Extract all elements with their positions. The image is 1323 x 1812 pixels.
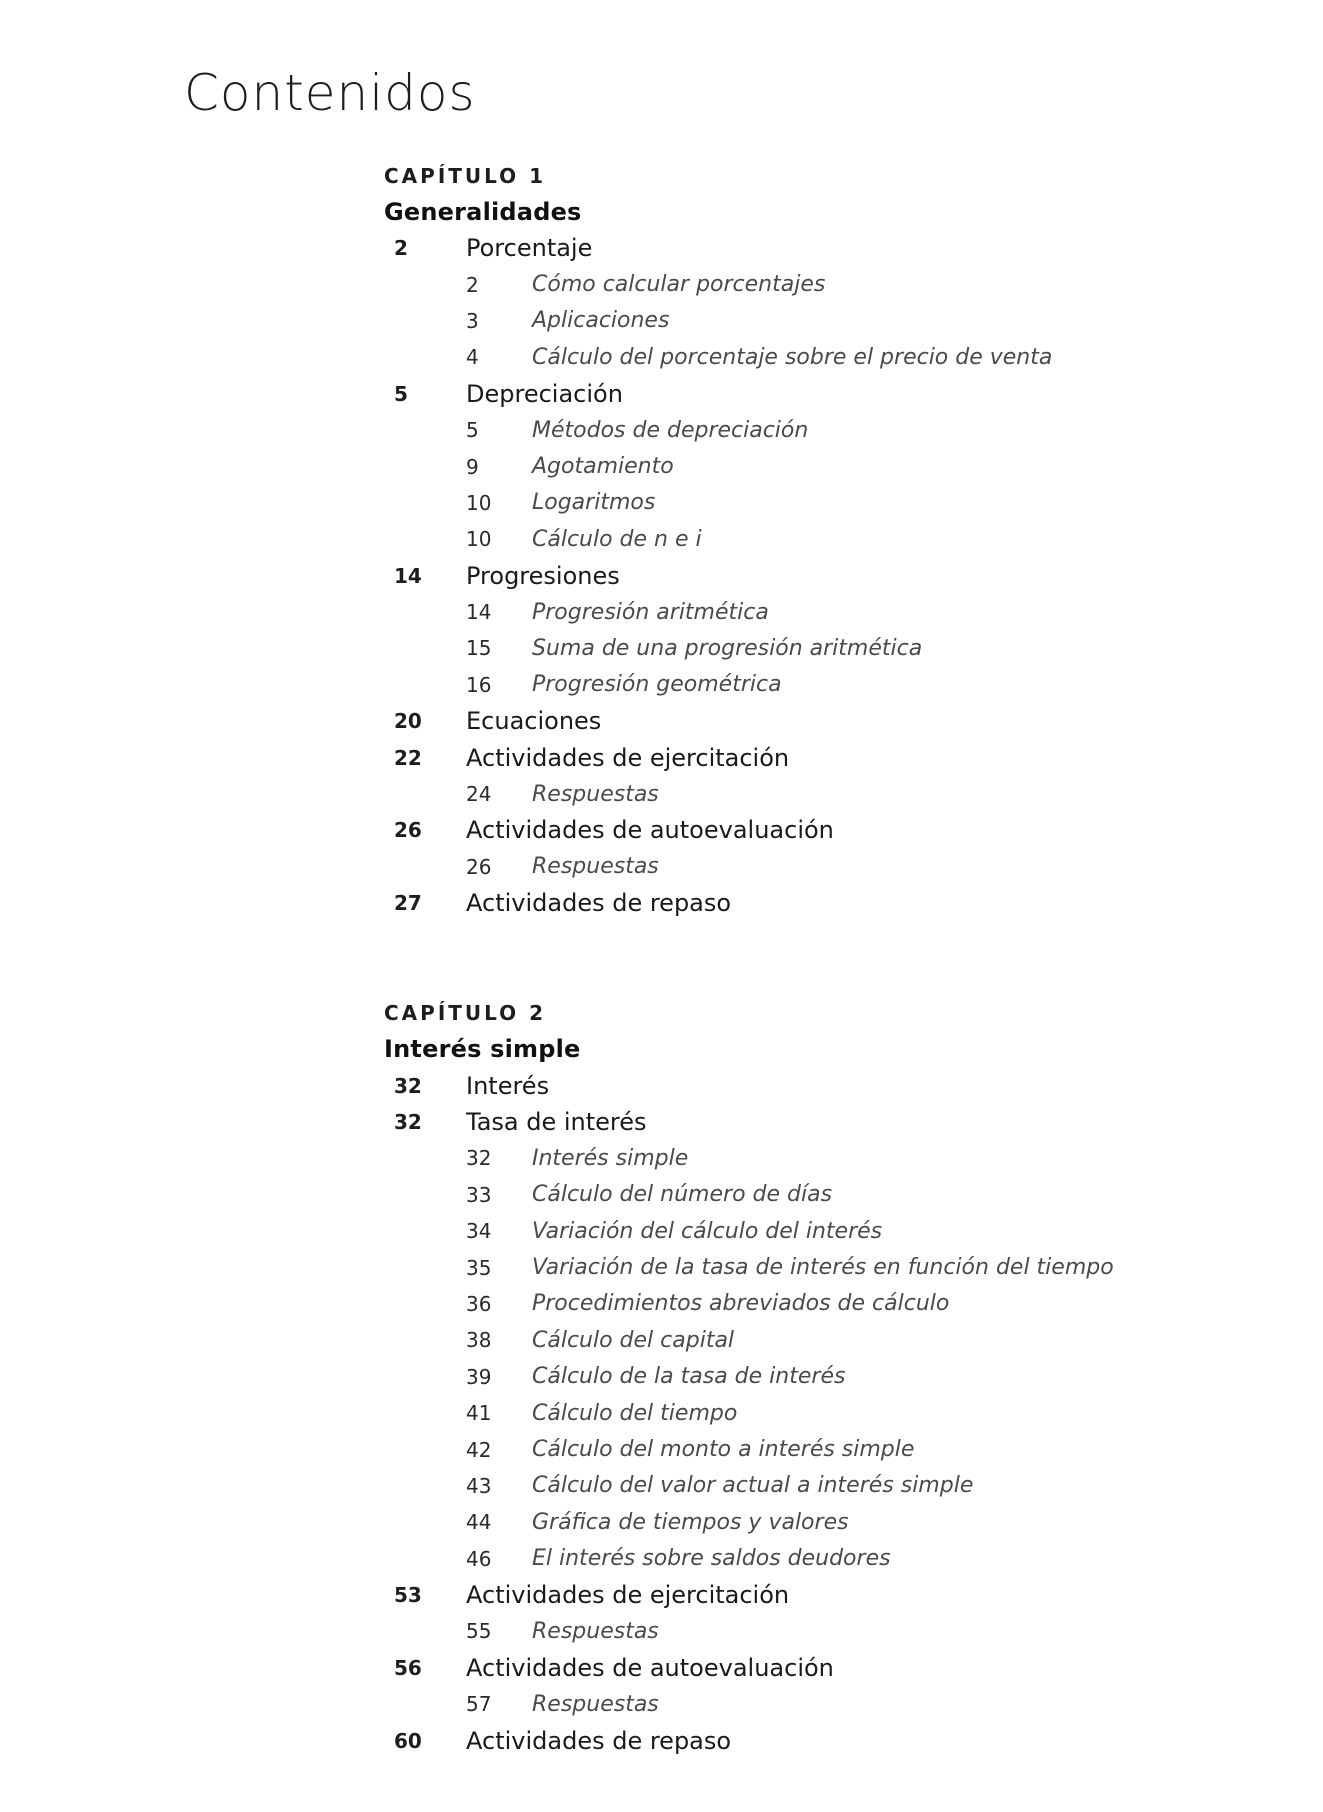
entry-title: Tasa de interés bbox=[466, 1108, 647, 1136]
entry-title: Gráfica de tiempos y valores bbox=[532, 1509, 849, 1535]
toc-entry bbox=[384, 1104, 1284, 1140]
toc-entry bbox=[384, 1650, 1284, 1686]
entry-title: Progresión aritmética bbox=[532, 599, 769, 625]
entry-page-number: 57 bbox=[466, 1692, 492, 1717]
toc-subentry bbox=[384, 1395, 1284, 1431]
toc-entry bbox=[384, 812, 1284, 848]
toc-entry bbox=[384, 1722, 1284, 1758]
entry-page-number: 26 bbox=[466, 854, 492, 879]
chapter-title: Generalidades bbox=[384, 198, 582, 226]
entry-title: Depreciación bbox=[466, 379, 623, 408]
toc-subentry bbox=[384, 1686, 1284, 1722]
page-title: Contenidos bbox=[184, 64, 476, 122]
entry-title: Variación del cálculo del interés bbox=[532, 1218, 883, 1244]
entry-page-number: 43 bbox=[466, 1473, 492, 1498]
entry-page-number: 60 bbox=[394, 1728, 422, 1753]
toc-subentry bbox=[384, 1541, 1284, 1577]
entry-title: Actividades de ejercitación bbox=[466, 743, 790, 772]
toc-subentry bbox=[384, 1468, 1284, 1504]
entry-title: Progresiones bbox=[466, 561, 620, 590]
entry-title: Actividades de repaso bbox=[466, 1726, 732, 1755]
toc-subentry bbox=[384, 412, 1284, 448]
entry-page-number: 53 bbox=[394, 1583, 422, 1608]
entry-page-number: 10 bbox=[466, 490, 492, 515]
entry-page-number: 14 bbox=[466, 600, 492, 625]
entry-page-number: 5 bbox=[466, 418, 479, 443]
entry-page-number: 41 bbox=[466, 1401, 492, 1426]
toc-subentry bbox=[384, 1613, 1284, 1649]
chapter-section bbox=[384, 158, 1284, 921]
entry-title: Logaritmos bbox=[532, 490, 656, 516]
entry-page-number: 9 bbox=[466, 454, 479, 479]
entry-page-number: 26 bbox=[394, 818, 422, 843]
entry-page-number: 42 bbox=[466, 1437, 492, 1462]
entry-title: Respuestas bbox=[532, 854, 659, 880]
entry-page-number: 14 bbox=[394, 563, 422, 588]
toc-subentry bbox=[384, 594, 1284, 630]
entry-title: Porcentaje bbox=[466, 234, 593, 263]
entry-title: Agotamiento bbox=[532, 454, 674, 480]
toc-subentry bbox=[384, 1177, 1284, 1213]
chapter-label: CAPÍTULO 1 bbox=[384, 164, 547, 188]
entry-title: Ecuaciones bbox=[466, 707, 602, 736]
entry-title: Cálculo del número de días bbox=[532, 1182, 833, 1208]
entry-title: Cálculo del tiempo bbox=[532, 1400, 738, 1426]
toc-entry bbox=[384, 739, 1284, 775]
toc-subentry bbox=[384, 303, 1284, 339]
chapter-label: CAPÍTULO 2 bbox=[384, 1001, 547, 1026]
toc-subentry bbox=[384, 1359, 1284, 1395]
entry-page-number: 33 bbox=[466, 1182, 492, 1207]
entry-page-number: 2 bbox=[394, 236, 408, 261]
toc-subentry bbox=[384, 1431, 1284, 1467]
toc-subentry bbox=[384, 1249, 1284, 1285]
toc-entry bbox=[384, 703, 1284, 739]
entry-title: Cálculo de la tasa de interés bbox=[532, 1364, 846, 1390]
table-of-contents bbox=[384, 158, 1284, 1759]
entry-page-number: 32 bbox=[394, 1110, 422, 1134]
entry-page-number: 35 bbox=[466, 1255, 492, 1280]
entry-page-number: 36 bbox=[466, 1291, 492, 1316]
entry-page-number: 24 bbox=[466, 782, 492, 807]
entry-title: Cómo calcular porcentajes bbox=[532, 272, 826, 298]
entry-page-number: 32 bbox=[466, 1146, 492, 1171]
entry-title: Progresión geométrica bbox=[532, 672, 782, 698]
entry-title: Interés bbox=[466, 1071, 550, 1100]
entry-page-number: 27 bbox=[394, 891, 422, 916]
entry-page-number: 46 bbox=[466, 1546, 492, 1571]
toc-subentry bbox=[384, 776, 1284, 812]
entry-title: Respuestas bbox=[532, 1691, 659, 1717]
entry-title: Cálculo del capital bbox=[532, 1327, 735, 1353]
entry-title: Cálculo del porcentaje sobre el precio de venta bbox=[532, 344, 1053, 370]
toc-entry bbox=[384, 230, 1284, 266]
entry-title: Actividades de repaso bbox=[466, 889, 732, 918]
entry-title: Variación de la tasa de interés en función del tiempo bbox=[532, 1255, 1114, 1281]
entry-title: Respuestas bbox=[532, 1618, 659, 1644]
entry-page-number: 55 bbox=[466, 1619, 492, 1644]
entry-page-number: 39 bbox=[466, 1364, 492, 1389]
entry-page-number: 16 bbox=[466, 672, 492, 697]
entry-page-number: 34 bbox=[466, 1219, 492, 1244]
chapter-section bbox=[384, 995, 1284, 1758]
toc-subentry bbox=[384, 1213, 1284, 1249]
entry-title: Interés simple bbox=[532, 1145, 689, 1171]
toc-subentry bbox=[384, 1322, 1284, 1358]
toc-subentry bbox=[384, 1504, 1284, 1540]
entry-title: Métodos de depreciación bbox=[532, 417, 809, 443]
entry-title: Cálculo del monto a interés simple bbox=[532, 1437, 915, 1463]
entry-page-number: 56 bbox=[394, 1655, 422, 1680]
entry-title: Procedimientos abreviados de cálculo bbox=[532, 1291, 950, 1317]
toc-subentry bbox=[384, 521, 1284, 557]
entry-page-number: 3 bbox=[466, 308, 479, 333]
toc-entry bbox=[384, 558, 1284, 594]
toc-subentry bbox=[384, 630, 1284, 666]
entry-title: Respuestas bbox=[532, 781, 659, 807]
entry-page-number: 44 bbox=[466, 1510, 492, 1535]
toc-subentry bbox=[384, 448, 1284, 484]
entry-page-number: 38 bbox=[466, 1328, 492, 1353]
toc-entry bbox=[384, 1067, 1284, 1103]
toc-entry bbox=[384, 885, 1284, 921]
entry-page-number: 32 bbox=[394, 1073, 422, 1098]
entry-title: El interés sobre saldos deudores bbox=[532, 1546, 891, 1572]
toc-entry bbox=[384, 1577, 1284, 1613]
toc-subentry bbox=[384, 667, 1284, 703]
entry-title: Actividades de ejercitación bbox=[466, 1581, 790, 1610]
entry-title: Cálculo de n e i bbox=[532, 526, 702, 552]
entry-page-number: 15 bbox=[466, 636, 492, 661]
entry-page-number: 10 bbox=[466, 527, 492, 552]
entry-title: Actividades de autoevaluación bbox=[466, 816, 834, 845]
toc-entry bbox=[384, 376, 1284, 412]
toc-subentry bbox=[384, 1140, 1284, 1176]
toc-subentry bbox=[384, 1286, 1284, 1322]
entry-title: Cálculo del valor actual a interés simple bbox=[532, 1473, 974, 1499]
toc-subentry bbox=[384, 849, 1284, 885]
entry-title: Suma de una progresión aritmética bbox=[532, 635, 923, 661]
toc-subentry bbox=[384, 485, 1284, 521]
entry-title: Actividades de autoevaluación bbox=[466, 1653, 834, 1682]
toc-subentry bbox=[384, 339, 1284, 375]
entry-page-number: 20 bbox=[394, 709, 422, 734]
chapter-title: Interés simple bbox=[384, 1035, 581, 1064]
entry-page-number: 22 bbox=[394, 745, 422, 770]
entry-page-number: 2 bbox=[466, 272, 479, 297]
entry-page-number: 5 bbox=[394, 381, 408, 406]
entry-title: Aplicaciones bbox=[532, 308, 670, 334]
entry-page-number: 4 bbox=[466, 345, 479, 370]
toc-subentry bbox=[384, 266, 1284, 302]
